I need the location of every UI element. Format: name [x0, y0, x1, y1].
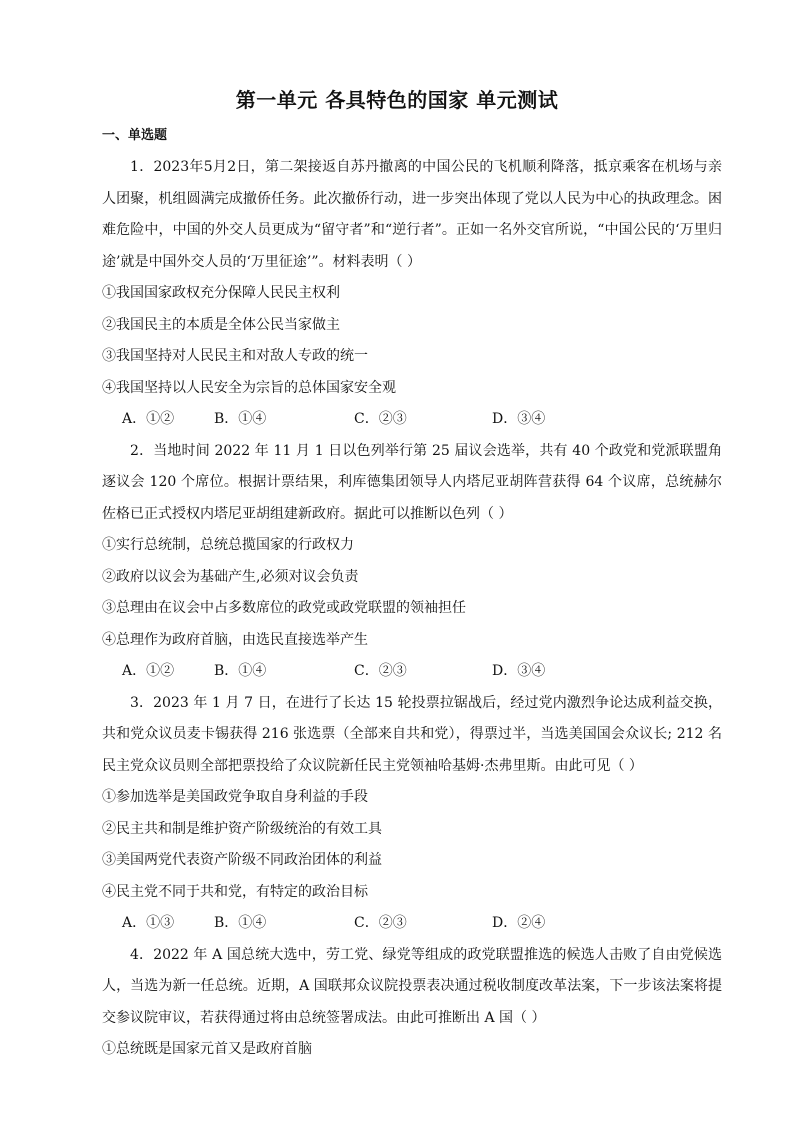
- question-stem: 4．2022 年 A 国总统大选中，劳工党、绿党等组成的政党联盟推选的候选人击败了自由党候选人，当选为新一任总统。近期，A 国联邦众议院投票表决通过税收制度改革法案，下一步该法案将提交参议院审议，若获得通过将由总统签署成法。由此可推断出 A 国（ ）: [102, 946, 722, 1026]
- choice-a[interactable]: A．①②: [122, 411, 175, 427]
- question-stem: 3．2023 年 1 月 7 日，在进行了长达 15 轮投票拉锯战后，经过党内激烈争论达成利益交换，共和党众议员麦卡锡获得 216 张选票（全部来自共和党），得票过半，当选美国国会众议长; 212 名民主党众议员则全部把票投给了众议院新任民主党领袖哈基姆·杰弗里斯。由此可见（ ）: [102, 694, 722, 774]
- page-title: 第一单元 各具特色的国家 单元测试: [235, 88, 559, 112]
- choice-d[interactable]: D．③④: [492, 411, 546, 427]
- statement-option: ②我国民主的本质是全体公民当家做主: [102, 316, 340, 333]
- statement-option: ④我国坚持以人民安全为宗旨的总体国家安全观: [102, 379, 396, 396]
- choice-b[interactable]: B．①④: [214, 663, 267, 679]
- statement-option: ①总统既是国家元首又是政府首脑: [102, 1041, 312, 1057]
- statement-option: ③美国两党代表资产阶级不同政治团体的利益: [102, 852, 382, 868]
- answer-choices: [102, 404, 722, 436]
- question-stem: 1．2023年5月2日，第二架接返自苏丹撤离的中国公民的飞机顺利降落，抵京乘客在机场与亲人团聚，机组圆满完成撤侨任务。此次撤侨行动，进一步突出体现了党以人民为中心的执政理念。困难危险中，中国的外交人员更成为“留守者”和“逆行者”。正如一名外交官所说，“中国公民的‘万里归途’就是中国外交人员的‘万里征途’”。材料表明（ ）: [102, 159, 722, 270]
- choice-c[interactable]: C．②③: [354, 411, 407, 427]
- statement-option: ②政府以议会为基础产生,必须对议会负责: [102, 568, 359, 585]
- statement-option: ①我国国家政权充分保障人民民主权利: [102, 285, 340, 301]
- section-heading: 一、单选题: [102, 128, 168, 143]
- choice-d[interactable]: D．③④: [492, 663, 546, 679]
- question-stem: 2．当地时间 2022 年 11 月 1 日以色列举行第 25 届议会选举，共有 40 个政党和党派联盟角逐议会 120 个席位。根据计票结果，利库德集团领导人内塔尼亚胡阵营获得 64 个议席，总统赫尔佐格已正式授权内塔尼亚胡组建新政府。据此可以推断以色列（ ）: [102, 442, 722, 522]
- choice-c[interactable]: C．②③: [354, 663, 407, 679]
- choice-d[interactable]: D．②④: [492, 915, 546, 931]
- choice-a[interactable]: A．①②: [122, 663, 175, 679]
- question-list: [102, 152, 722, 1066]
- answer-choices: [102, 908, 722, 940]
- statement-option: ④民主党不同于共和党，有特定的政治目标: [102, 883, 368, 900]
- statement-option: ②民主共和制是维护资产阶级统治的有效工具: [102, 820, 382, 837]
- choice-a[interactable]: A．①③: [122, 915, 175, 931]
- statement-option: ③我国坚持对人民民主和对敌人专政的统一: [102, 348, 368, 364]
- statement-option: ④总理作为政府首脑，由选民直接选举产生: [102, 631, 368, 648]
- statement-option: ①实行总统制，总统总揽国家的行政权力: [102, 537, 354, 553]
- statement-option: ③总理由在议会中占多数席位的政党或政党联盟的领袖担任: [102, 600, 466, 616]
- choice-c[interactable]: C．②③: [354, 915, 407, 931]
- statement-option: ①参加选举是美国政党争取自身利益的手段: [102, 789, 368, 805]
- choice-b[interactable]: B．①④: [214, 915, 267, 931]
- choice-b[interactable]: B．①④: [214, 411, 267, 427]
- answer-choices: [102, 656, 722, 688]
